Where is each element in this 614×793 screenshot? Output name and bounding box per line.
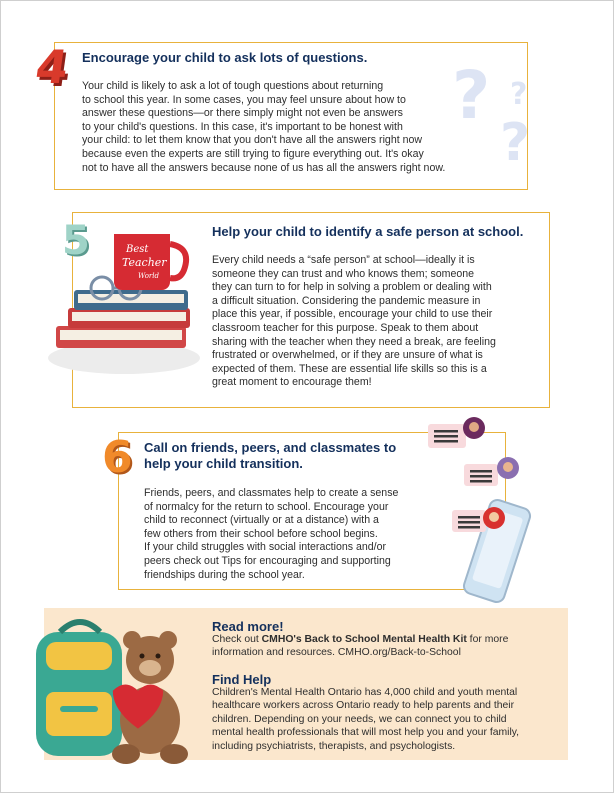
mug-text-teacher: Teacher [122,256,167,269]
section-4-number: 4 [32,40,72,94]
svg-text:?: ? [500,113,531,166]
section-6-title: Call on friends, peers, and classmates to help your child transition. [144,440,397,471]
read-more-text: Check out CMHO's Back to School Mental Health Kit for more information and resources. CMHO.org/Back-to-School [212,634,509,659]
find-help-heading: Find Help [212,672,272,687]
books-mug-illustration [44,226,204,376]
section-6-text: Friends, peers, and classmates help to create a sense of normalcy for the return to school. Encourage your child to reconnect (virtually or at a distance) with a few others from their school before school begins. If your child struggles with social interactions and/or peers check out Tips for encouraging and supporting friendships during the school year. [144,487,399,581]
section-5-number: 5 [62,218,90,264]
svg-text:?: ? [510,77,528,112]
section-5-text: Every child needs a “safe person” at school—ideally it is someone they can trust and who knows them; someone they can turn to for help in solving a problem or dealing with a difficult situation. Considering the pandemic measure in place this year, if possible, encourage your child to use their classroom teacher for this purpose. Speak to them about sharing with the teacher when they need a break, are feeling frustrated or overwhelmed, or if they are unsure of what is expected of them. These are essential life skills so this is a great moment to encourage them! [212,254,496,389]
question-marks-icon [448,56,554,166]
section-4-text: Your child is likely to ask a lot of tough questions about returning to school this year. In some cases, you may feel unsure about how to answer these questions—or there simply might not even be answers to your child's questions. In this case, it's important to be honest with your child: to let them know that you don't have all the answers right now because even the experts are still trying to figure everything out. It's okay not to have all the answers because none of us has all the answers right now. [82,80,446,174]
mug-text-world: World [138,272,159,280]
section-6-number: 6 [102,432,133,483]
read-more-heading: Read more! [212,619,284,634]
mug-text-best: Best [126,244,149,255]
section-5-title: Help your child to identify a safe person at school. [212,224,524,239]
svg-text:?: ? [452,57,491,134]
social-phone-illustration [426,414,562,604]
kit-link[interactable]: CMHO's Back to School Mental Health Kit [261,634,467,645]
backpack-teddy-illustration [22,612,212,772]
section-4-title: Encourage your child to ask lots of questions. [82,50,368,65]
find-help-text: Children's Mental Health Ontario has 4,000 child and youth mental healthcare workers across Ontario ready to help parents and their children. Depending on your needs, we can connect you to child mental health professionals that will most help you and your family, including psychiatrists, therapists, and psychologists. [212,687,520,752]
